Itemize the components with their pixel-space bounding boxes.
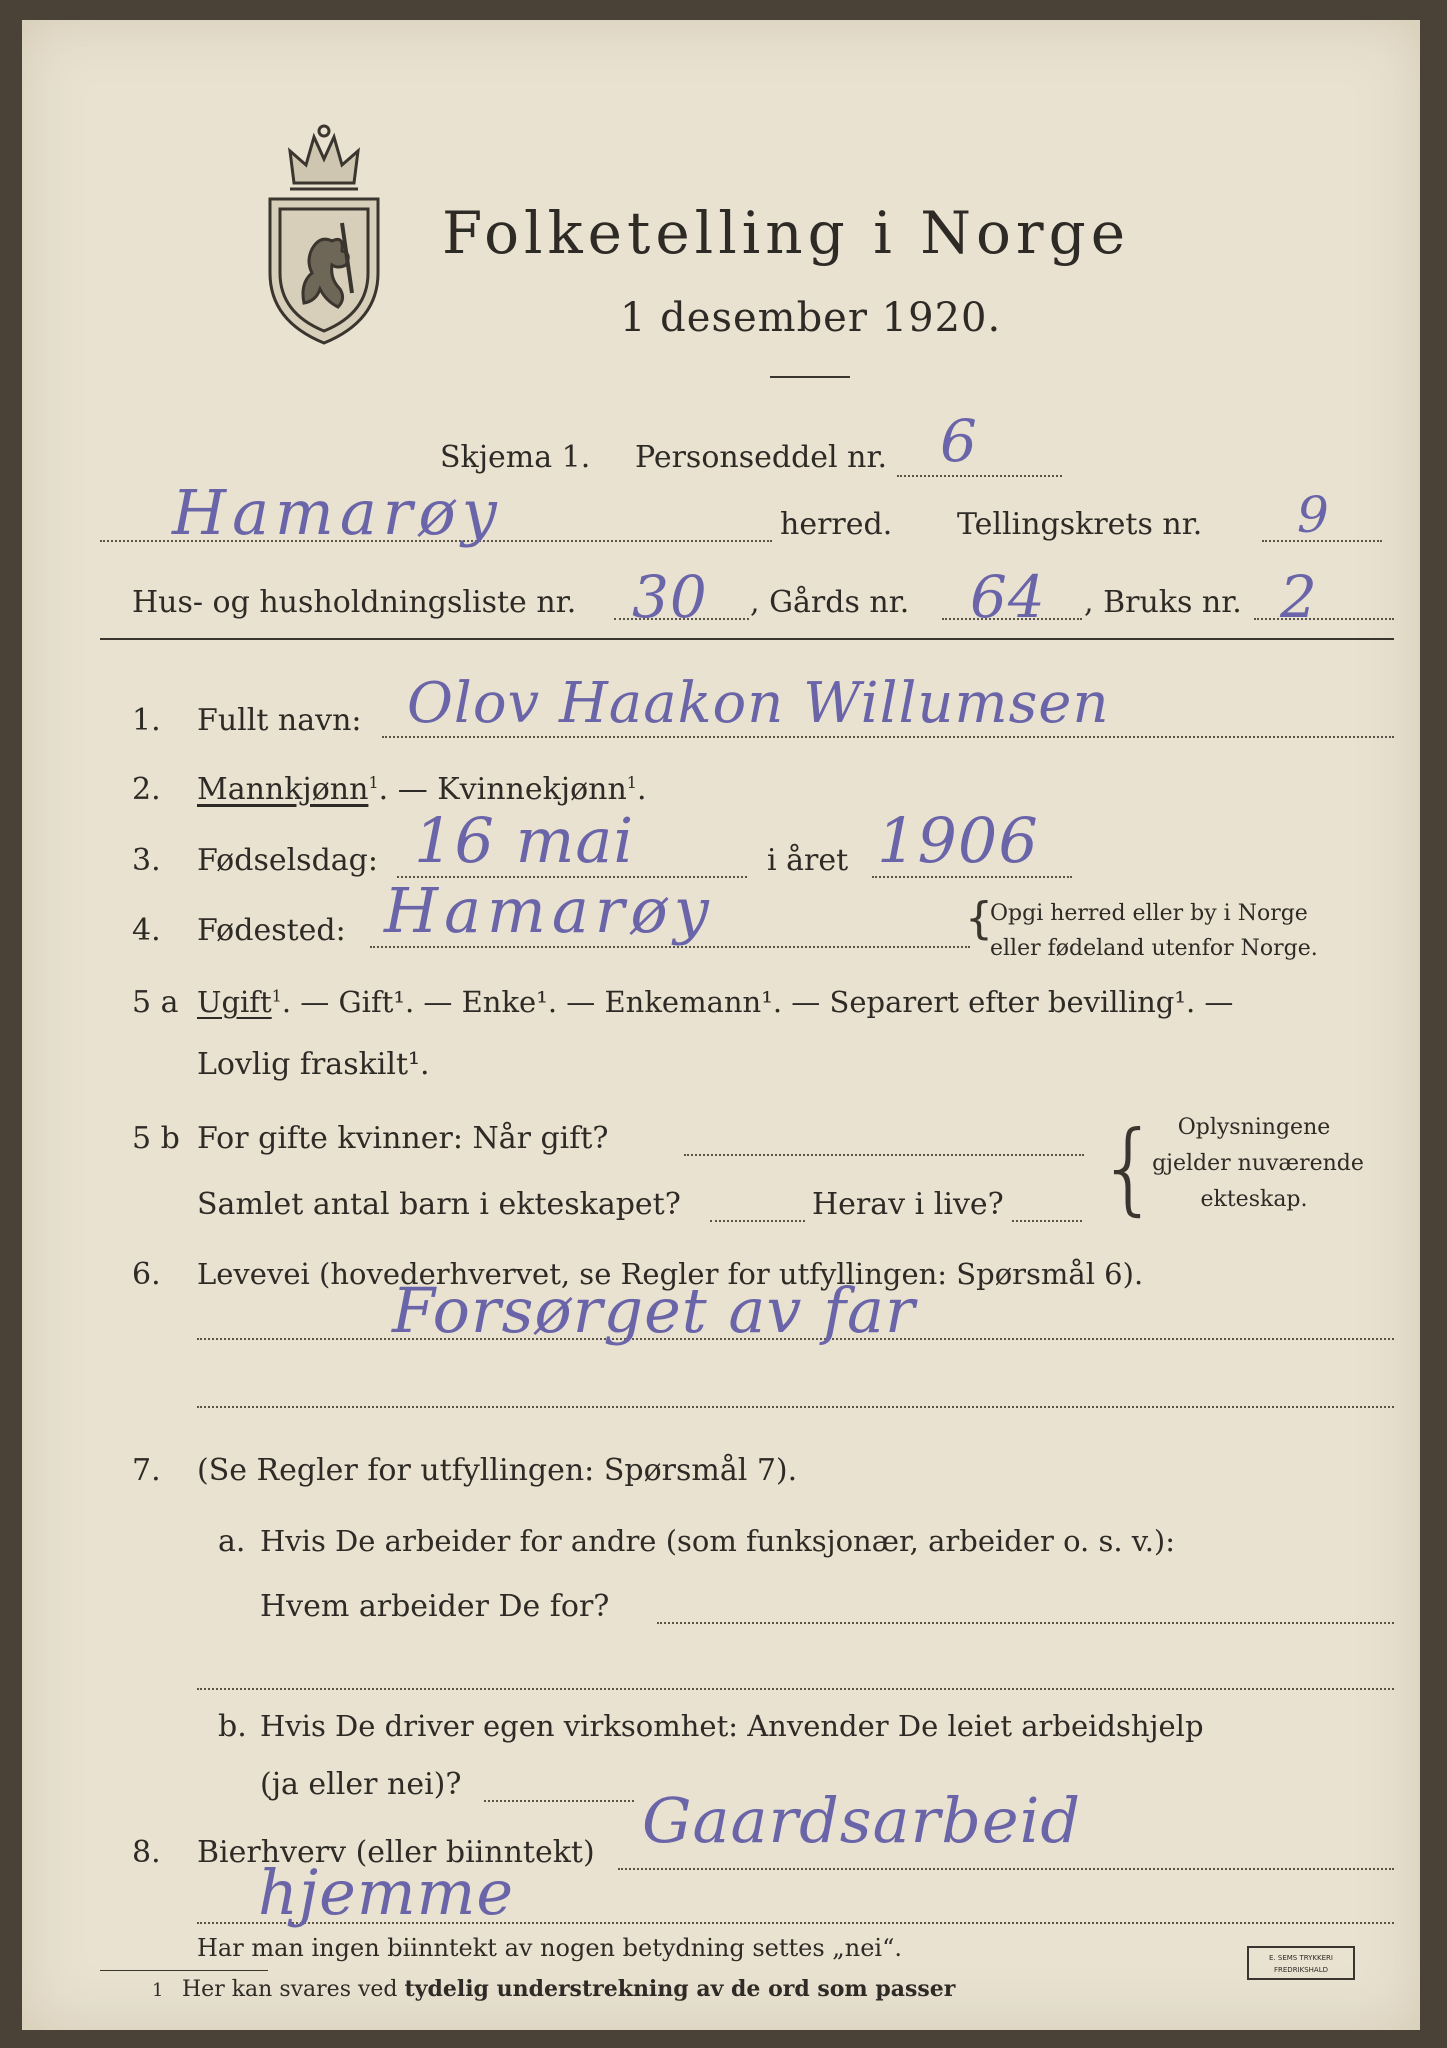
norwegian-coat-of-arms-icon [260, 123, 388, 348]
q2-gender-options [197, 772, 647, 807]
footnote-text [182, 1978, 955, 2001]
q5a-other-options: . — Gift¹. — Enke¹. — Enkemann¹. — Separert efter bevilling¹. — [281, 985, 1234, 1019]
q5a-line2: Lovlig fraskilt¹. [197, 1047, 430, 1082]
form-date: 1 desember 1920. [620, 295, 1002, 341]
form-title: Folketelling i Norge [442, 199, 1131, 267]
q7a-line2: Hvem arbeider De for? [260, 1589, 610, 1624]
q1-label: Fullt navn: [197, 703, 362, 738]
q5b-children-dotted-line [710, 1220, 805, 1222]
q8-note: Har man ingen biinntekt av nogen betydning settes „nei“. [197, 1934, 902, 1962]
q5a-marital-options: Ugift$^1$. — Gift¹. — Enke¹. — Enkemann¹. — Separert efter bevilling¹. — [197, 985, 1234, 1019]
header-separator [100, 638, 1394, 640]
tellingskrets-label: Tellingskrets nr. [957, 507, 1203, 542]
q8-value-line2: hjemme [258, 1856, 515, 1929]
footnote-number: 1 [152, 1980, 164, 2001]
q2-male-option: Mannkjønn [197, 772, 369, 807]
q5b-alive-dotted-line [1012, 1220, 1082, 1222]
printer-stamp-line1: E. SEMS TRYKKERI [1269, 1954, 1333, 1962]
q7a-letter: a. [218, 1524, 246, 1559]
q4-birthplace-value: Hamarøy [384, 874, 715, 947]
q5b-line2a: Samlet antal barn i ekteskapet? [197, 1187, 681, 1222]
q8-number: 8. [132, 1835, 161, 1870]
q3-year-value: 1906 [877, 804, 1039, 877]
q7-number: 7. [132, 1453, 161, 1488]
q3-year-label: i året [767, 843, 849, 878]
title-divider [770, 376, 850, 378]
q6-occupation-value: Forsørget av far [392, 1274, 916, 1347]
q7b-letter: b. [218, 1709, 247, 1744]
q7b-dotted-line [484, 1800, 634, 1802]
q4-label: Fødested: [197, 913, 346, 948]
bruks-dotted-line [1254, 618, 1394, 620]
q6-label: Levevei (hovederhvervet, se Regler for utfyllingen: Spørsmål 6). [197, 1257, 1144, 1291]
q3-birthday-value: 16 mai [414, 804, 635, 877]
q5b-note-line2: gjelder nuværende [1152, 1151, 1364, 1176]
q5a-number: 5 a [132, 985, 179, 1020]
q5b-line1: For gifte kvinner: Når gift? [197, 1121, 609, 1156]
q8-dotted-line-1 [618, 1868, 1394, 1870]
q5b-line2b: Herav i live? [812, 1187, 1004, 1222]
q6-dotted-line-2 [197, 1406, 1394, 1408]
q5b-note-line1: Oplysningene [1177, 1115, 1331, 1140]
q2-separator: . — [378, 772, 438, 807]
q5b-number: 5 b [132, 1121, 180, 1156]
gards-value: 64 [970, 563, 1046, 631]
footnote-separator [100, 1970, 268, 1971]
q7a-line1: Hvis De arbeider for andre (som funksjonær, arbeider o. s. v.): [260, 1524, 1176, 1558]
q5b-note-line3: ekteskap. [1200, 1187, 1308, 1212]
bruks-value: 2 [1280, 563, 1318, 631]
q2-female-option: Kvinnekjønn [437, 772, 627, 807]
printer-stamp-line2: FREDRIKSHALD [1273, 1966, 1328, 1974]
q4-number: 4. [132, 913, 161, 948]
personseddel-label: Personseddel nr. [635, 440, 888, 475]
q7-label: (Se Regler for utfyllingen: Spørsmål 7). [197, 1453, 798, 1488]
bruks-label: , Bruks nr. [1084, 585, 1242, 620]
tellingskrets-value: 9 [1297, 486, 1330, 544]
q7a-dotted-line [657, 1622, 1394, 1624]
personseddel-dotted-line [897, 475, 1062, 477]
herred-value: Hamarøy [172, 476, 503, 549]
hus-value: 30 [632, 563, 708, 631]
census-form-page [22, 20, 1420, 2030]
q7b-line2: (ja eller nei)? [260, 1767, 462, 1802]
q4-note-line1: Opgi herred eller by i Norge [990, 901, 1308, 926]
gards-label: , Gårds nr. [750, 585, 910, 620]
q7-dotted-line-extra [197, 1688, 1394, 1690]
footnote-text-a: Her kan svares ved [182, 1977, 405, 2002]
q5b-married-dotted-line [684, 1154, 1084, 1156]
q6-number: 6. [132, 1257, 161, 1292]
printer-stamp [1247, 1946, 1355, 1980]
q8-value-line1: Gaardsarbeid [642, 1784, 1082, 1857]
q4-note-line2: eller fødeland utenfor Norge. [990, 936, 1318, 961]
q8-label: Bierhverv (eller biinntekt) [197, 1835, 595, 1870]
q3-label: Fødselsdag: [197, 843, 378, 878]
skjema-label: Skjema 1. [440, 440, 591, 475]
q2-end: . [636, 772, 647, 807]
q3-number: 3. [132, 843, 161, 878]
q2-number: 2. [132, 772, 161, 807]
q7b-line1: Hvis De driver egen virksomhet: Anvender De leiet arbeidshjelp [260, 1709, 1204, 1743]
hus-label: Hus- og husholdningsliste nr. [132, 585, 577, 620]
q2-male-footnote-mark: 1 [368, 773, 379, 792]
personseddel-value: 6 [940, 407, 978, 475]
q1-dotted-line [382, 736, 1394, 738]
q5a-ugift-option: Ugift [197, 985, 272, 1019]
herred-label: herred. [780, 507, 893, 542]
q1-full-name-value: Olov Haakon Willumsen [407, 671, 1110, 736]
q1-number: 1. [132, 703, 161, 738]
footnote-text-b: tydelig understrekning av de ord som passer [404, 1976, 956, 2002]
q2-female-footnote-mark: 1 [626, 773, 637, 792]
q5b-brace: { [1097, 1109, 1161, 1226]
q4-brace: { [965, 893, 993, 944]
